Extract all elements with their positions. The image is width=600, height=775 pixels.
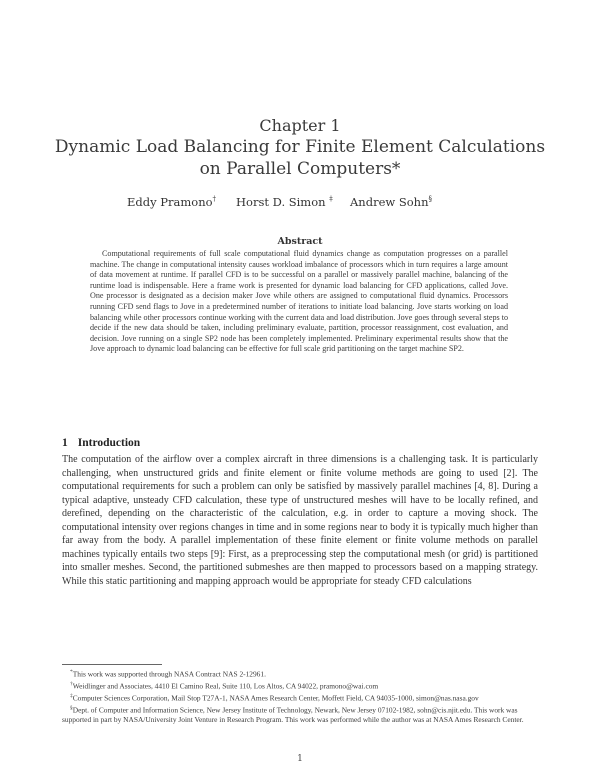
footnote	[62, 704, 538, 725]
abstract-text: Computational requirements of full scale computational fluid dynamics change as computation progresses on a parallel machine. The change in computational intensity causes workload imbalance of processors which in turn requires a large amount of data movement at runtime. If parallel CFD is to be successful on a parallel or massively parallel machine, balancing of the runtime load is indispensable. Here a frame work is presented for dynamic load balancing for CFD applications, called Jove. One processor is designated as a decision maker Jove while others are assigned to computational fluid dynamics. Processors running CFD send flags to Jove in a predetermined number of iterations to initiate load balancing. Jove starts working on load balancing while other processors continue working with the current data and load distribution. Jove goes through several steps to decide if the new data should be taken, including preliminary evaluate, partition, processor reassignment, cost evaluation, and decision. Jove running on a single SP2 node has been completely implemented. Preliminary experimental results show that the Jove approach to dynamic load balancing can be effective for full scale grid partitioning on the target machine SP2.	[90, 249, 508, 354]
footnote-text: Dept. of Computer and Information Science, New Jersey Institute of Technology, Newark, New Jersey 07102-1982, sohn@cis.njit.edu. This work was supported in part by NASA/University Joint Venture in Research Program. This work was performed while the author was at NASA Ames Research Center.	[62, 705, 524, 725]
section-title: Introduction	[77, 437, 141, 449]
author-mark: †	[212, 195, 217, 204]
footnote-mark: ‡	[70, 693, 73, 700]
section-heading	[62, 437, 140, 449]
footnote-mark: §	[70, 705, 73, 712]
footnotes	[62, 668, 538, 726]
introduction-text: The computation of the airflow over a complex aircraft in three dimensions is a challenging task. It is particularly challenging, when unstructured grids and finite element or finite volume methods are going to used [2]. The computational requirements for such a problem can only be satisfied by massively parallel machines [4, 8]. During a typical adaptive, unsteady CFD calculation, these type of unstructured meshes will have to be locally refined, and derefined, depending on the characteristic of the calculation, e.g. in order to capture a moving shock. The computational intensity over regions changes in time and in some regions near to body it is typically much higher than far away from the body. A parallel implementation of these finite element or finite volume methods on parallel machines typically entails two steps [9]: First, as a preprocessing step the computational mesh (or grid) is partitioned into smaller meshes. Second, the partitioned submeshes are then mapped to processors based on a mapping strategy. While this static partitioning and mapping approach would be appropriate for steady CFD calculations	[62, 454, 538, 587]
author-name: Eddy Pramono	[127, 195, 213, 209]
footnote	[62, 680, 538, 691]
chapter-label: Chapter 1	[259, 116, 341, 135]
footnote-text: Computer Sciences Corporation, Mail Stop T27A-1, NASA Ames Research Center, Moffett Field, CA 94035-1000, simon@nas.nasa.gov	[72, 693, 479, 703]
footnote-text: This work was supported through NASA Contract NAS 2-12961.	[72, 669, 266, 679]
author-3	[350, 195, 432, 209]
author-mark: §	[428, 195, 432, 204]
author-name: Andrew Sohn	[350, 195, 429, 209]
author-name: Horst D. Simon	[236, 195, 326, 209]
author-mark: ‡	[329, 195, 333, 204]
title-line-1: Dynamic Load Balancing for Finite Element Calculations	[54, 137, 546, 157]
author-2	[236, 195, 333, 209]
footnote	[62, 668, 538, 679]
page-number: 1	[297, 754, 303, 764]
abstract-heading: Abstract	[277, 236, 323, 247]
footnote	[62, 692, 538, 703]
section-number: 1	[62, 437, 68, 449]
footnote-mark: †	[70, 681, 73, 688]
footnote-text: Weidlinger and Associates, 4410 El Camino Real, Suite 110, Los Altos, CA 94022, pramono@wai.com	[72, 681, 379, 691]
footnote-mark: *	[70, 669, 73, 675]
author-1	[127, 195, 216, 209]
title-line-2: on Parallel Computers*	[199, 159, 401, 179]
footnote-rule	[62, 664, 162, 665]
paper-title	[40, 136, 560, 180]
